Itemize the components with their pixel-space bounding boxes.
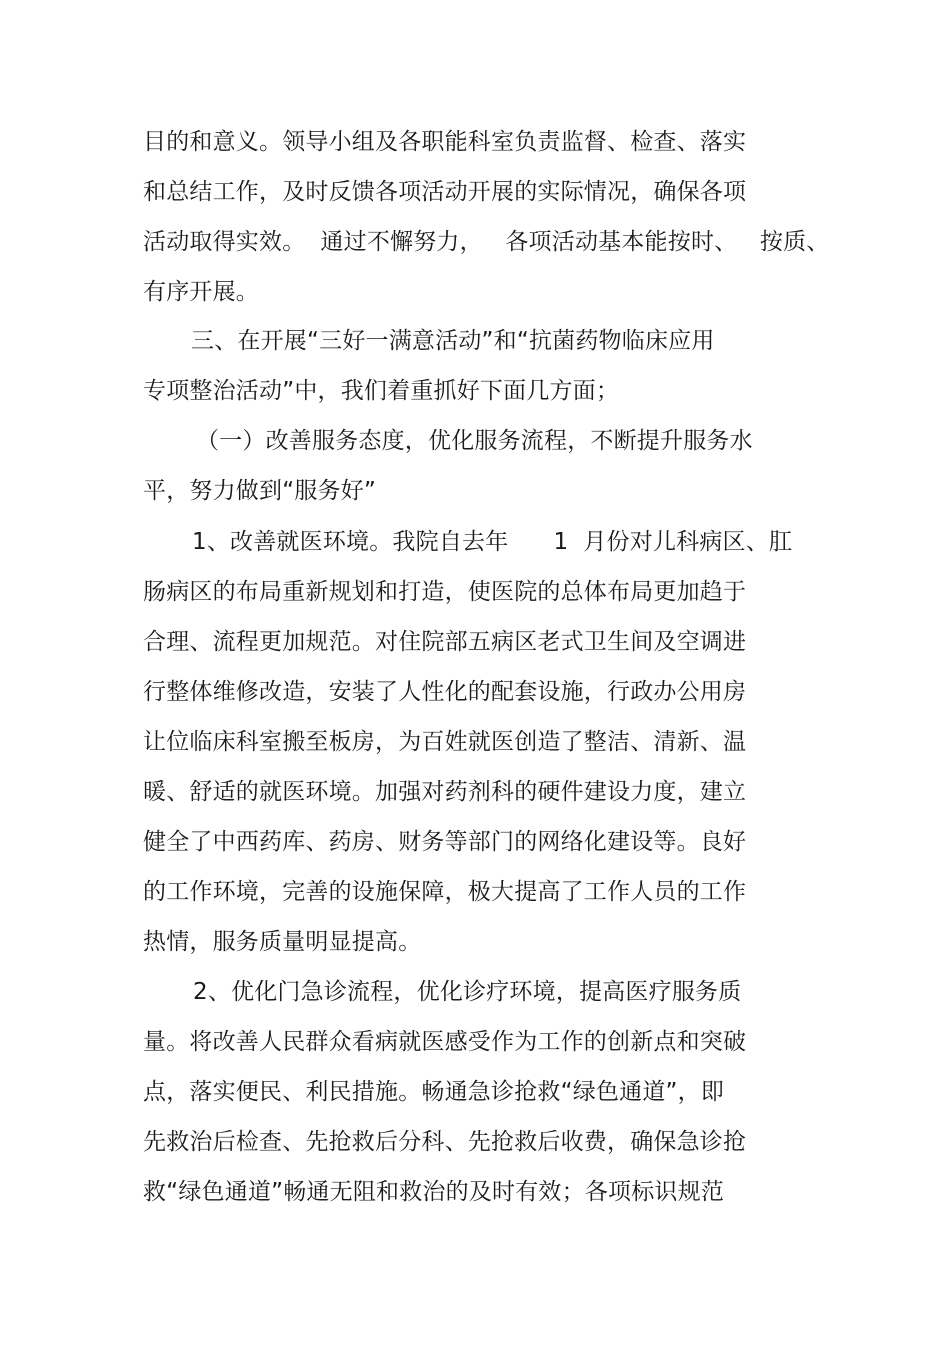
text-line-11: 合理、流程更加规范。对住院部五病区老式卫生间及空调进 [143,629,747,655]
item-heading-2: 2、优化门急诊流程，优化诊疗环境，提高医疗服务质 [193,979,742,1005]
text-line-13: 让位临床科室搬至板房，为百姓就医创造了整洁、清新、温 [143,729,747,755]
text-line-14: 暖、舒适的就医环境。加强对药剂科的硬件建设力度，建立 [143,779,747,805]
subsection-heading-1: （一）改善服务态度，优化服务流程，不断提升服务水 [196,428,753,454]
text-line-22: 救“绿色通道”畅通无阻和救治的及时有效；各项标识规范 [143,1179,725,1205]
text-line-16: 的工作环境，完善的设施保障，极大提高了工作人员的工作 [143,879,747,905]
text-line-6: 专项整治活动”中，我们着重抓好下面几方面； [143,378,620,404]
text-line-8: 平，努力做到“服务好” [143,478,377,504]
text-line-17: 热情，服务质量明显提高。 [143,929,422,955]
text-line-4: 有序开展。 [143,279,259,305]
text-line-1: 目的和意义。领导小组及各职能科室负责监督、检查、落实 [143,129,747,155]
text-line-20: 点，落实便民、利民措施。畅通急诊抢救“绿色通道”，即 [143,1079,725,1105]
text-line-3: 活动取得实效。 通过不懈努力， 各项活动基本能按时、 按质、 [143,229,830,255]
text-line-2: 和总结工作，及时反馈各项活动开展的实际情况，确保各项 [143,179,747,205]
item-heading-1: 1、改善就医环境。我院自去年 1 月份对儿科病区、肛 [192,529,793,555]
text-line-12: 行整体维修改造，安装了人性化的配套设施，行政办公用房 [143,679,747,705]
text-line-21: 先救治后检查、先抢救后分科、先抢救后收费，确保急诊抢 [143,1129,747,1155]
text-line-19: 量。将改善人民群众看病就医感受作为工作的创新点和突破 [143,1029,747,1055]
text-line-15: 健全了中西药库、药房、财务等部门的网络化建设等。良好 [143,829,747,855]
text-line-10: 肠病区的布局重新规划和打造，使医院的总体布局更加趋于 [143,579,747,605]
section-heading-3: 三、在开展“三好一满意活动”和“抗菌药物临床应用 [191,328,715,354]
